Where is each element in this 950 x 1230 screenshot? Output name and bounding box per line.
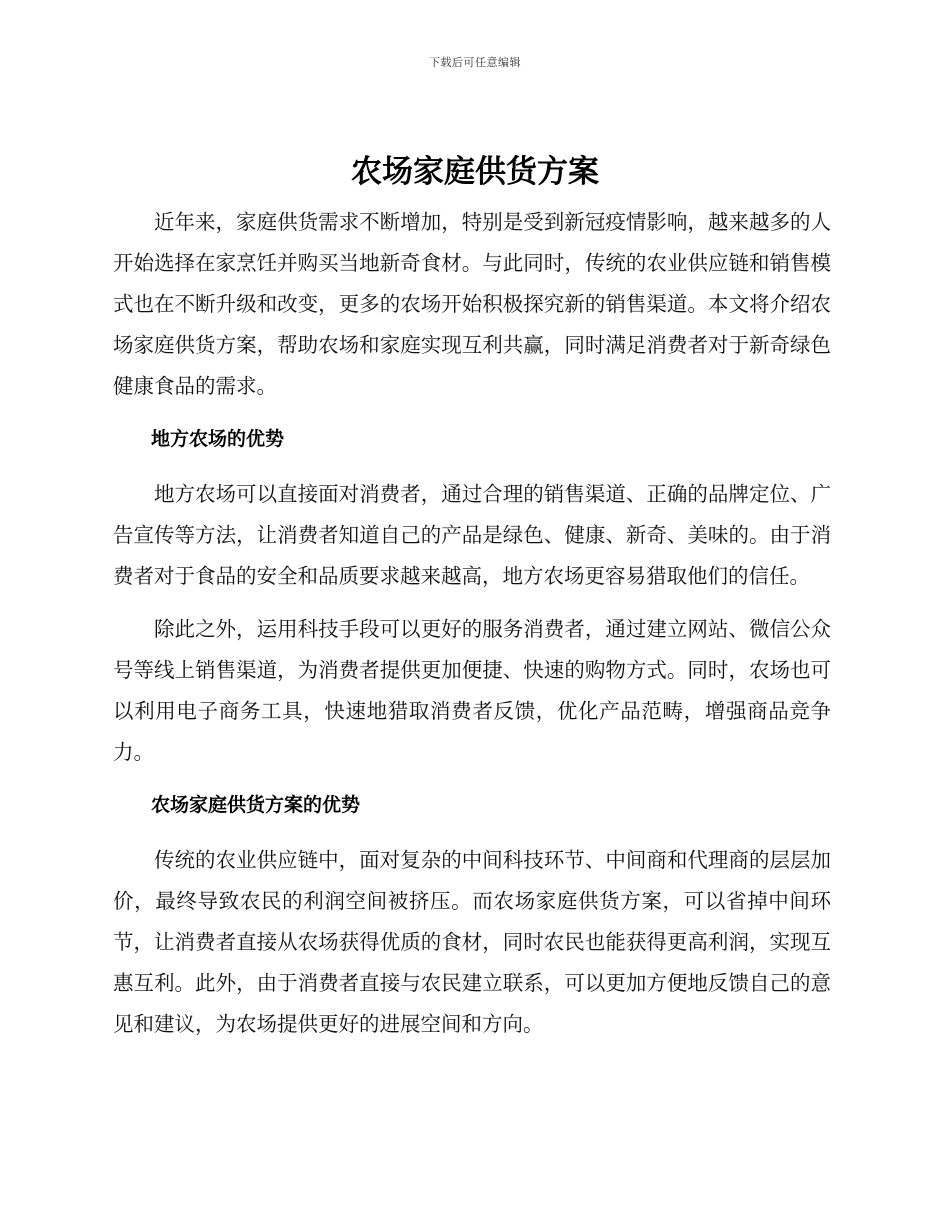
- page-header: 下载后可任意编辑: [429, 56, 521, 69]
- section-heading-plan-advantages: 农场家庭供货方案的优势: [151, 794, 361, 816]
- intro-paragraph: 近年来，家庭供货需求不断增加，特别是受到新冠疫情影响，越来越多的人开始选择在家烹饪并购买当地新奇食材。与此同时，传统的农业供应链和销售模式也在不断升级和改变，更多的农场开始积极探究新的销售渠道。本文将介绍农场家庭供货方案，帮助农场和家庭实现互利共赢，同时满足消费者对于新奇绿色健康食品的需求。: [113, 210, 831, 398]
- section-2-paragraph-1: 传统的农业供应链中，面对复杂的中间科技环节、中间商和代理商的层层加价，最终导致农民的利润空间被挤压。而农场家庭供货方案，可以省掉中间环节，让消费者直接从农场获得优质的食材，同时农民也能获得更高利润，实现互惠互利。此外，由于消费者直接与农民建立联系，可以更加方便地反馈自己的意见和建议，为农场提供更好的进展空间和方向。: [113, 848, 831, 1036]
- document-title: 农场家庭供货方案: [351, 154, 599, 190]
- section-1-paragraph-2: 除此之外，运用科技手段可以更好的服务消费者，通过建立网站、微信公众号等线上销售渠道，为消费者提供更加便捷、快速的购物方式。同时，农场也可以利用电子商务工具，快速地猎取消费者反馈，优化产品范畴，增强商品竞争力。: [113, 617, 831, 764]
- document-body: [113, 202, 831, 1057]
- section-1-paragraph-1: 地方农场可以直接面对消费者，通过合理的销售渠道、正确的品牌定位、广告宣传等方法，让消费者知道自己的产品是绿色、健康、新奇、美味的。由于消费者对于食品的安全和品质要求越来越高，地方农场更容易猎取他们的信任。: [113, 482, 831, 588]
- section-heading-local-farm-advantages: 地方农场的优势: [151, 428, 285, 450]
